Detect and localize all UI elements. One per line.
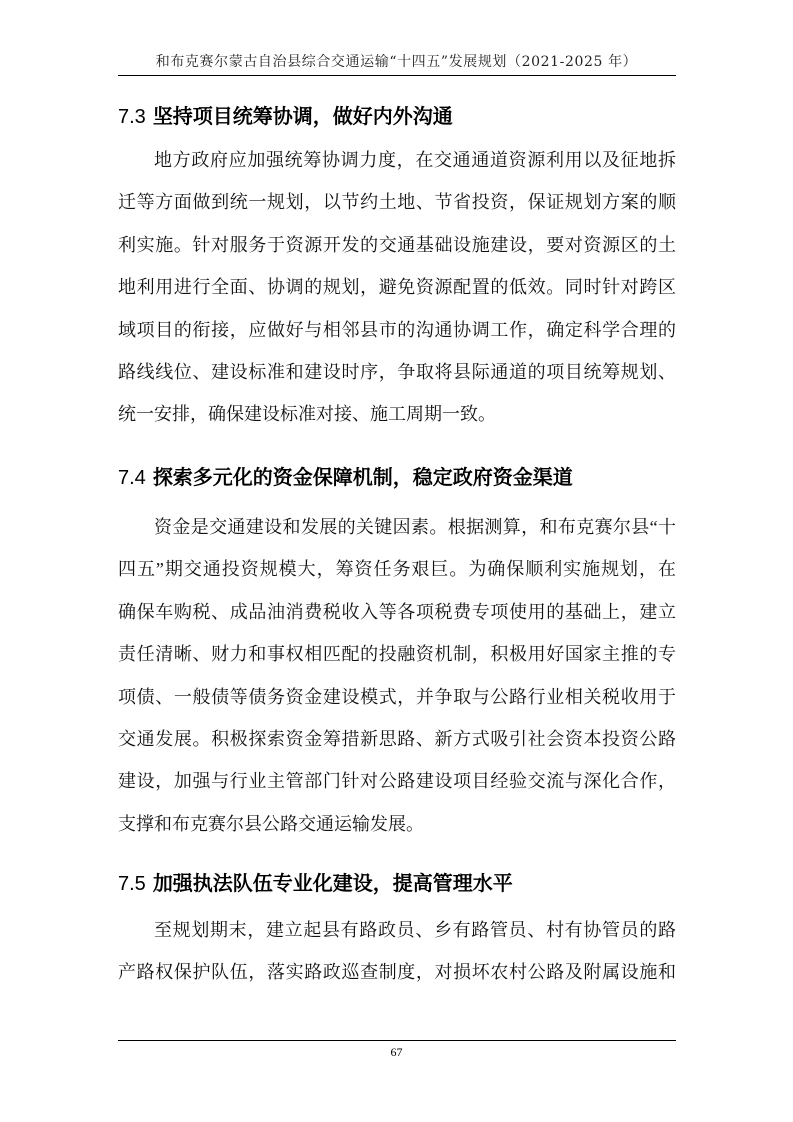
section-heading (118, 869, 513, 899)
paragraph-line: 迁等方面做到统一规划，以节约土地、节省投资，保证规划方案的顺 (118, 192, 676, 213)
paragraph-line: 四五”期交通投资规模大，筹资任务艰巨。为确保顺利实施规划，在 (118, 559, 676, 580)
section-title: 坚持项目统筹协调，做好内外沟通 (152, 106, 453, 128)
paragraph-line: 资金是交通建设和发展的关键因素。根据测算，和布克赛尔县“十 (154, 517, 676, 537)
section-title: 加强执法队伍专业化建设，提高管理水平 (152, 873, 513, 895)
paragraph-line: 路线线位、建设标准和建设时序，争取将县际通道的项目统筹规划、 (118, 361, 676, 382)
paragraph-line: 域项目的衔接，应做好与相邻县市的沟通协调工作，确定科学合理的 (118, 319, 676, 340)
paragraph (118, 139, 676, 436)
paragraph-line: 责任清晰、财力和事权相匹配的投融资机制，积极用好国家主推的专 (118, 644, 676, 665)
paragraph-line: 建设，加强与行业主管部门针对公路建设项目经验交流与深化合作， (118, 771, 676, 792)
paragraph-line: 项债、一般债等债务资金建设模式，并争取与公路行业相关税收用于 (118, 686, 676, 707)
paragraph-line: 产路权保护队伍，落实路政巡查制度，对损坏农村公路及附属设施和 (118, 962, 676, 983)
running-header: 和布克赛尔蒙古自治县综合交通运输“十四五”发展规划（2021-2025 年） (155, 54, 638, 70)
paragraph-line: 支撑和布克赛尔县公路交通运输发展。 (118, 813, 424, 834)
paragraph-line: 至规划期末，建立起县有路政员、乡有路管员、村有协管员的路 (154, 920, 676, 940)
section-heading (118, 102, 453, 132)
footer-rule (118, 1040, 676, 1041)
paragraph-line: 确保车购税、成品油消费税收入等各项税费专项使用的基础上，建立 (118, 601, 676, 622)
paragraph-line: 统一安排，确保建设标准对接、施工周期一致。 (118, 404, 496, 425)
section-title: 探索多元化的资金保障机制，稳定政府资金渠道 (152, 467, 573, 489)
paragraph-line: 利实施。针对服务于资源开发的交通基础设施建设，要对资源区的土 (118, 234, 676, 255)
paragraph (118, 506, 676, 845)
section-number: 7.5 (118, 873, 146, 895)
header-rule (118, 75, 676, 76)
section-number: 7.3 (118, 106, 146, 128)
paragraph-line: 地利用进行全面、协调的规划，避免资源配置的低效。同时针对跨区 (118, 277, 676, 298)
paragraph (118, 909, 676, 994)
paragraph-line: 地方政府应加强统筹协调力度，在交通通道资源利用以及征地拆 (154, 150, 676, 170)
paragraph-line: 交通发展。积极探索资金筹措新思路、新方式吸引社会资本投资公路 (118, 728, 676, 749)
section-heading (118, 463, 573, 493)
page-number: 67 (390, 1045, 403, 1059)
section-number: 7.4 (118, 467, 146, 489)
